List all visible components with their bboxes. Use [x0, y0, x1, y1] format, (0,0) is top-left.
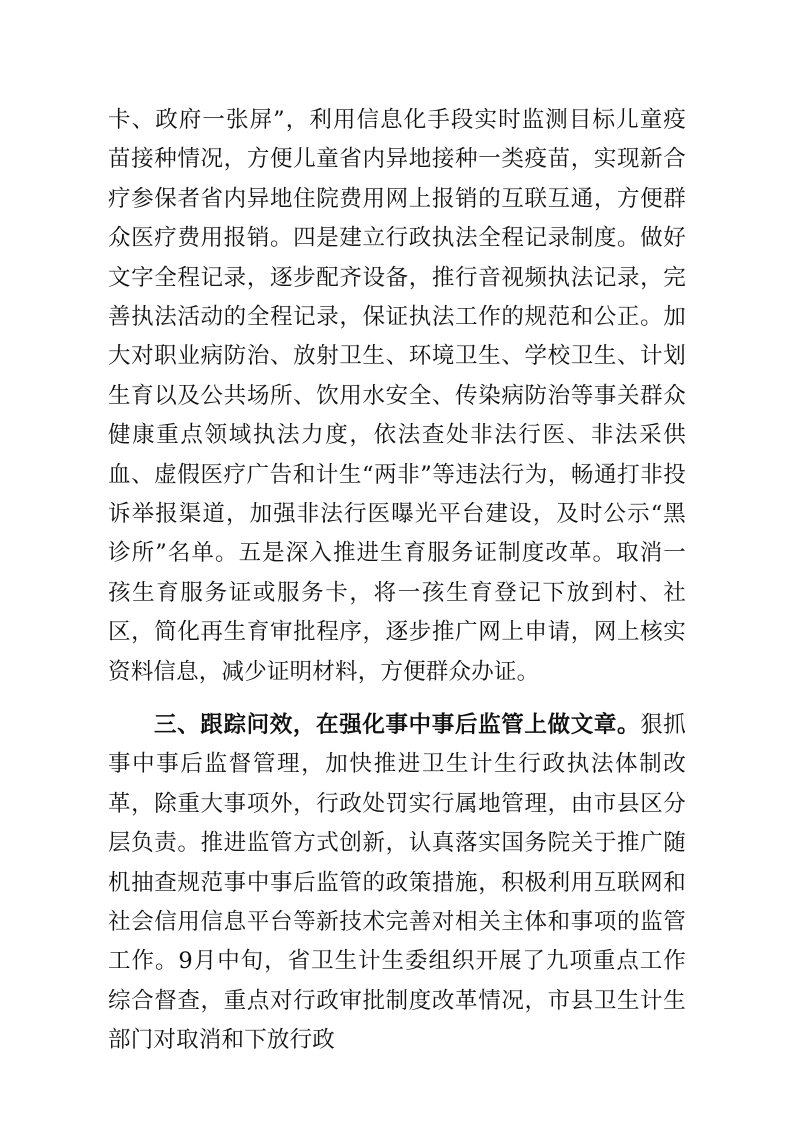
body-paragraph-1 — [108, 101, 686, 692]
paragraph-text-2 — [108, 706, 686, 1061]
paragraph-text: 卡、政府一张屏”，利用信息化手段实时监测目标儿童疫苗接种情况，方便儿童省内异地接种一类疫苗，实现新合疗参保者省内异地住院费用网上报销的互联互通，方便群众医疗费用报销。四是建立行政执法全程记录制度。做好文字全程记录，逐步配齐设备，推行音视频执法记录，完善执法活动的全程记录，保证执法工作的规范和公正。加大对职业病防治、放射卫生、环境卫生、学校卫生、计划生育以及公共场所、饮用水安全、传染病防治等事关群众健康重点领域执法力度，依法查处非法行医、非法采供血、虚假医疗广告和计生“两非”等违法行为，畅通打非投诉举报渠道，加强非法行医曝光平台建设，及时公示“黑诊所”名单。五是深入推进生育服务证制度改革。取消一孩生育服务证或服务卡，将一孩生育登记下放到村、社区，简化再生育审批程序，逐步推广网上申请，网上核实资料信息，减少证明材料，方便群众办证。 — [108, 107, 686, 685]
body-paragraph-2 — [108, 706, 686, 1061]
section-heading: 三、跟踪问效，在强化事中事后监管上做文章。 — [154, 712, 641, 738]
section-body: 狠抓事中事后监督管理，加快推进卫生计生行政执法体制改革，除重大事项外，行政处罚实行属地管理，由市县区分层负责。推进监管方式创新，认真落实国务院关于推广随机抽查规范事中事后监管的政策措施，积极利用互联网和社会信用信息平台等新技术完善对相关主体和事项的监管工作。9月中旬，省卫生计生委组织开展了九项重点工作综合督查，重点对行政审批制度改革情况，市县卫生计生部门对取消和下放行政 — [108, 712, 687, 1054]
